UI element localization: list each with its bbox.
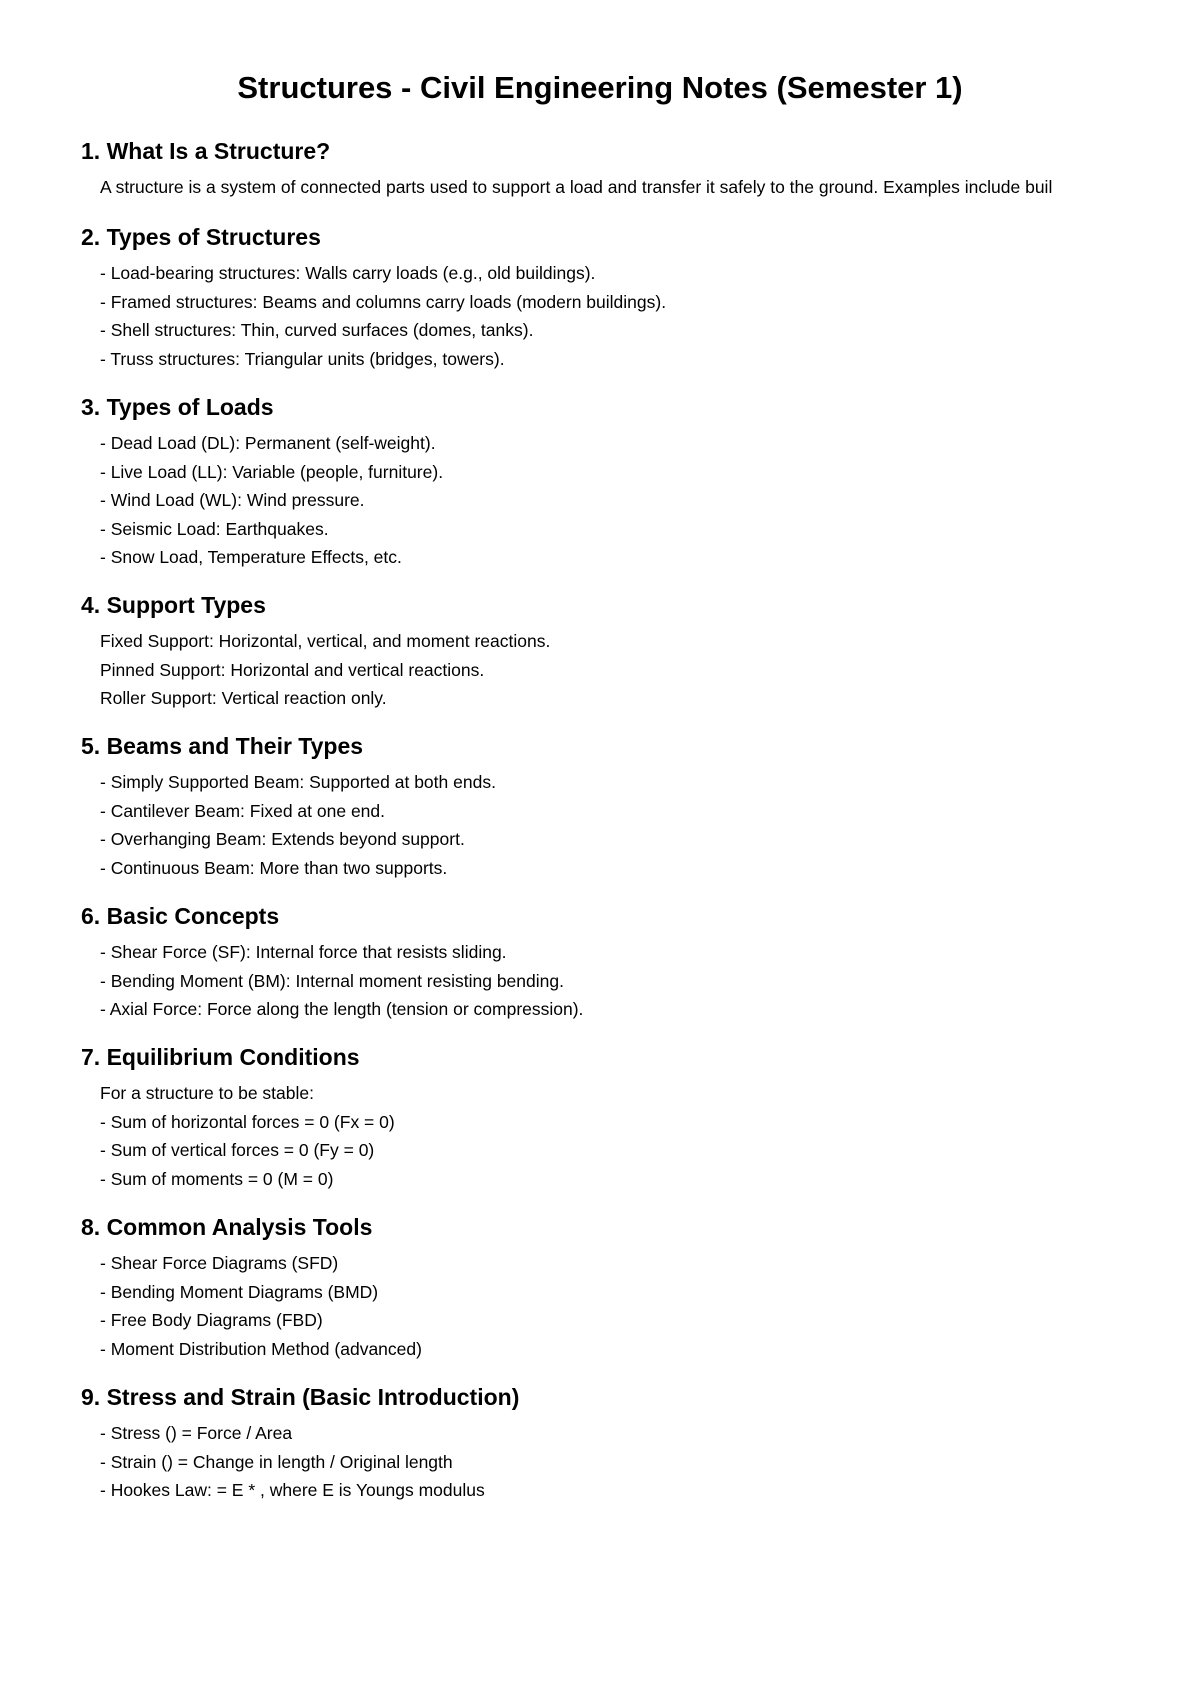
section-line: - Framed structures: Beams and columns carry loads (modern buildings).	[100, 291, 667, 312]
section-line: - Stress () = Force / Area	[100, 1423, 293, 1443]
section-line: Roller Support: Vertical reaction only.	[100, 688, 387, 708]
section-types-of-structures	[81, 222, 1200, 373]
section-line: For a structure to be stable:	[100, 1083, 314, 1103]
section-line: - Shell structures: Thin, curved surfaces (domes, tanks).	[100, 320, 534, 340]
section-heading: 6. Basic Concepts	[81, 903, 280, 929]
section-heading: 9. Stress and Strain (Basic Introduction)	[81, 1384, 520, 1410]
section-heading: 1. What Is a Structure?	[81, 138, 331, 164]
section-line: A structure is a system of connected parts used to support a load and transfer it safely to the ground. Examples include buil	[100, 177, 1053, 197]
section-line: - Free Body Diagrams (FBD)	[100, 1310, 323, 1330]
document-title: Structures - Civil Engineering Notes (Semester 1)	[237, 70, 963, 105]
section-what-is-a-structure	[81, 136, 1200, 202]
section-line: - Hookes Law: = E * , where E is Youngs modulus	[100, 1480, 485, 1500]
section-types-of-loads	[81, 392, 1200, 572]
section-lines	[81, 1419, 1200, 1505]
section-line: - Sum of vertical forces = 0 (Fy = 0)	[100, 1140, 375, 1160]
section-line: - Overhanging Beam: Extends beyond support.	[100, 829, 465, 849]
section-line: - Sum of horizontal forces = 0 (Fx = 0)	[100, 1111, 395, 1132]
section-line: - Moment Distribution Method (advanced)	[100, 1338, 422, 1359]
section-lines	[81, 938, 1200, 1024]
section-line: - Shear Force (SF): Internal force that resists sliding.	[100, 942, 507, 962]
section-line: - Live Load (LL): Variable (people, furniture).	[100, 461, 444, 482]
section-line: - Shear Force Diagrams (SFD)	[100, 1253, 339, 1273]
section-line: - Dead Load (DL): Permanent (self-weight).	[100, 433, 436, 453]
section-heading: 5. Beams and Their Types	[81, 733, 364, 759]
section-lines	[81, 1079, 1200, 1193]
section-heading: 2. Types of Structures	[81, 224, 321, 250]
section-line: - Strain () = Change in length / Original length	[100, 1451, 453, 1472]
section-lines	[81, 259, 1200, 373]
section-lines	[81, 768, 1200, 882]
section-equilibrium-conditions	[81, 1042, 1200, 1193]
section-lines	[81, 429, 1200, 572]
section-common-analysis-tools	[81, 1212, 1200, 1363]
section-heading: 4. Support Types	[81, 592, 266, 618]
section-stress-and-strain	[81, 1382, 1200, 1505]
section-line: - Bending Moment (BM): Internal moment resisting bending.	[100, 970, 564, 991]
section-line: - Cantilever Beam: Fixed at one end.	[100, 800, 386, 821]
section-line: - Sum of moments = 0 (M = 0)	[100, 1168, 334, 1189]
section-line: - Snow Load, Temperature Effects, etc.	[100, 547, 402, 567]
section-heading: 7. Equilibrium Conditions	[81, 1044, 360, 1070]
section-line: - Load-bearing structures: Walls carry loads (e.g., old buildings).	[100, 263, 596, 283]
section-beams-and-their-types	[81, 731, 1200, 882]
section-line: Fixed Support: Horizontal, vertical, and moment reactions.	[100, 631, 551, 651]
section-line: - Bending Moment Diagrams (BMD)	[100, 1281, 379, 1302]
section-line: - Truss structures: Triangular units (bridges, towers).	[100, 348, 505, 369]
section-line: - Axial Force: Force along the length (tension or compression).	[100, 999, 584, 1019]
section-lines	[81, 627, 1200, 713]
section-line: - Seismic Load: Earthquakes.	[100, 518, 329, 539]
section-lines	[81, 173, 1200, 202]
section-line: Pinned Support: Horizontal and vertical reactions.	[100, 659, 485, 680]
section-basic-concepts	[81, 901, 1200, 1024]
section-heading: 8. Common Analysis Tools	[81, 1214, 373, 1240]
section-lines	[81, 1249, 1200, 1363]
section-line: - Wind Load (WL): Wind pressure.	[100, 490, 365, 510]
section-line: - Simply Supported Beam: Supported at both ends.	[100, 772, 496, 792]
section-heading: 3. Types of Loads	[81, 394, 274, 420]
section-line: - Continuous Beam: More than two supports.	[100, 857, 448, 878]
section-support-types	[81, 590, 1200, 713]
